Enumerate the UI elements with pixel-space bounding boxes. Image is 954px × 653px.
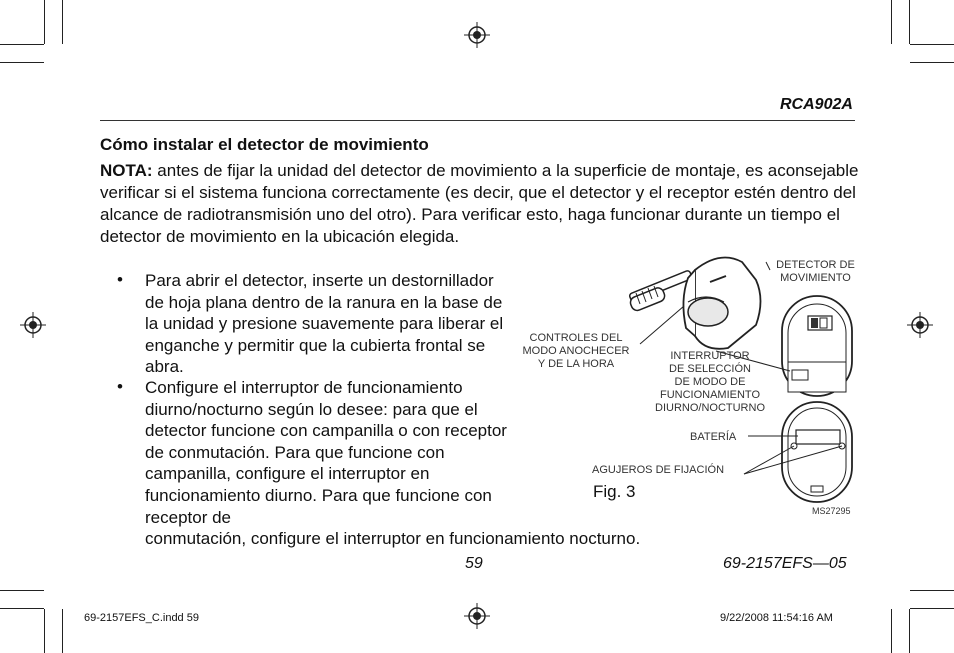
- crop-mark: [62, 0, 63, 44]
- label-switch-line: DIURNO/NOCTURNO: [655, 402, 765, 414]
- label-switch-line: DE MODO DE: [674, 376, 746, 388]
- file-info: 69-2157EFS_C.indd 59: [84, 612, 199, 624]
- detector-body-icon: [683, 258, 760, 349]
- crop-mark: [62, 609, 63, 653]
- bullet-text-last-line: conmutación, configure el interruptor en funcionamiento nocturno.: [145, 529, 641, 549]
- crop-mark: [0, 590, 44, 591]
- label-controls: [520, 332, 632, 371]
- header-rule: [100, 120, 855, 121]
- crop-mark: [0, 62, 44, 63]
- bullet-text: Configure el interruptor de funcionamiento diurno/nocturno según lo desee: para que el detector funcione con campanilla o con receptor de conmutación. Para que funcione con campanilla, configure el interruptor en funcionamiento diurno. Para que funcione con receptor de: [145, 378, 507, 527]
- figure-caption: Fig. 3: [593, 482, 636, 501]
- label-detector-line: MOVIMIENTO: [780, 272, 851, 284]
- label-controls-line: CONTROLES DEL: [529, 332, 623, 344]
- label-detector-line: DETECTOR DE: [776, 259, 855, 271]
- crop-mark: [44, 0, 45, 44]
- crop-mark: [909, 609, 910, 653]
- label-detector: [768, 259, 863, 285]
- label-controls-line: MODO ANOCHECER: [522, 345, 630, 357]
- label-battery: BATERÍA: [690, 431, 737, 443]
- crop-mark: [909, 0, 910, 44]
- registration-mark-icon: [907, 312, 933, 338]
- crop-mark: [891, 0, 892, 44]
- label-mode-switch: [645, 350, 775, 415]
- crop-mark: [910, 62, 954, 63]
- bullet-open-detector: Para abrir el detector, inserte un destornillador de hoja plana dentro de la ranura en la base de la unidad y presione suavemente para liberar el enganche y permitir que la cubierta frontal se abra.: [145, 271, 504, 377]
- bullet-marker: •: [117, 270, 123, 289]
- open-detector-icon: [782, 296, 852, 502]
- crop-mark: [891, 609, 892, 653]
- label-switch-line: INTERRUPTOR: [670, 350, 750, 362]
- note-text: antes de fijar la unidad del detector de movimiento a la superficie de montaje, es aconsejable verificar si el sistema funciona correctamente (es decir, que el detector y el receptor estén dentro del alcance de radiotransmisión uno del otro). Para verificar esto, haga funcionar durante un tiempo el detector de movimiento en la ubicación elegida.: [100, 161, 859, 246]
- label-mounting-holes: AGUJEROS DE FIJACIÓN: [592, 464, 725, 476]
- registration-mark-icon: [464, 603, 490, 629]
- section-heading: Cómo instalar el detector de movimiento: [100, 135, 429, 154]
- registration-mark-icon: [20, 312, 46, 338]
- document-number: 69-2157EFS—05: [723, 555, 847, 572]
- crop-mark: [910, 590, 954, 591]
- label-controls-line: Y DE LA HORA: [537, 358, 615, 370]
- model-number: RCA902A: [780, 96, 853, 113]
- crop-mark: [0, 608, 44, 609]
- label-switch-line: DE SELECCIÓN: [669, 363, 751, 375]
- page-number: 59: [465, 555, 483, 572]
- print-timestamp: 9/22/2008 11:54:16 AM: [720, 612, 833, 624]
- crop-mark: [44, 609, 45, 653]
- crop-mark: [0, 44, 44, 45]
- note-paragraph: [100, 160, 860, 248]
- label-switch-line: FUNCIONAMIENTO: [659, 389, 761, 401]
- note-label: NOTA:: [100, 161, 153, 180]
- figure-code: MS27295: [812, 506, 851, 516]
- registration-mark-icon: [464, 22, 490, 48]
- bullet-marker: •: [117, 377, 123, 396]
- crop-mark: [910, 608, 954, 609]
- crop-mark: [910, 44, 954, 45]
